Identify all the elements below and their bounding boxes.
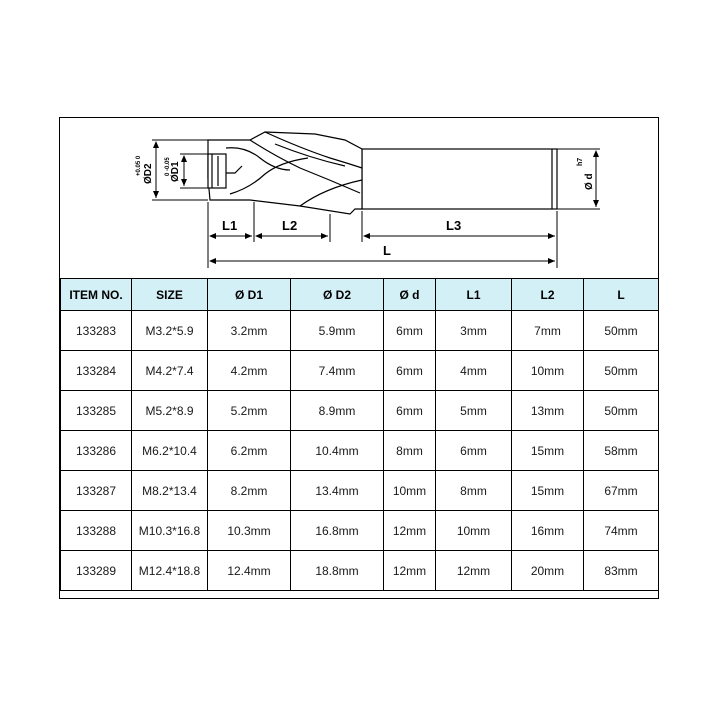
table-row (61, 351, 659, 391)
cell-l1: 4mm (436, 351, 512, 391)
cell-l1: 5mm (436, 391, 512, 431)
cell-d2: 13.4mm (291, 471, 384, 511)
cell-size: M10.3*16.8 (132, 511, 208, 551)
cell-l1: 10mm (436, 511, 512, 551)
table-header-row (61, 279, 659, 311)
cell-d: 6mm (384, 311, 436, 351)
cell-l2: 10mm (512, 351, 584, 391)
cell-d1: 12.4mm (208, 551, 291, 591)
cell-l2: 16mm (512, 511, 584, 551)
cell-l: 67mm (584, 471, 659, 511)
cell-d2: 10.4mm (291, 431, 384, 471)
cell-d1: 4.2mm (208, 351, 291, 391)
cell-item-no: 133288 (61, 511, 132, 551)
table-row (61, 391, 659, 431)
table-row (61, 471, 659, 511)
cell-d2: 16.8mm (291, 511, 384, 551)
cell-item-no: 133283 (61, 311, 132, 351)
cell-d2: 7.4mm (291, 351, 384, 391)
spec-table (60, 278, 659, 591)
cell-d2: 18.8mm (291, 551, 384, 591)
header-d: Ø d (384, 279, 436, 311)
cell-item-no: 133289 (61, 551, 132, 591)
table-row (61, 431, 659, 471)
cell-d: 8mm (384, 431, 436, 471)
cell-l: 50mm (584, 311, 659, 351)
table-row (61, 511, 659, 551)
table-row (61, 551, 659, 591)
header-d2: Ø D2 (291, 279, 384, 311)
cell-l2: 7mm (512, 311, 584, 351)
cell-l1: 6mm (436, 431, 512, 471)
cell-d: 6mm (384, 391, 436, 431)
cell-size: M4.2*7.4 (132, 351, 208, 391)
cell-l1: 12mm (436, 551, 512, 591)
cell-l2: 20mm (512, 551, 584, 591)
cell-d1: 3.2mm (208, 311, 291, 351)
d1-tolerance: 0 -0.05 (165, 157, 171, 176)
l2-label: L2 (282, 218, 298, 233)
cell-item-no: 133284 (61, 351, 132, 391)
cell-d1: 8.2mm (208, 471, 291, 511)
cell-size: M5.2*8.9 (132, 391, 208, 431)
d-tolerance: h7 (577, 157, 584, 166)
header-d1: Ø D1 (208, 279, 291, 311)
cell-size: M12.4*18.8 (132, 551, 208, 591)
cell-size: M8.2*13.4 (132, 471, 208, 511)
cell-l: 74mm (584, 511, 659, 551)
cell-size: M3.2*5.9 (132, 311, 208, 351)
cell-item-no: 133285 (61, 391, 132, 431)
header-item-no: ITEM NO. (61, 279, 132, 311)
d2-label: ØD2 (143, 163, 154, 184)
d2-tolerance: +0.05 0 (136, 155, 142, 176)
cell-item-no: 133287 (61, 471, 132, 511)
cell-l: 58mm (584, 431, 659, 471)
header-l2: L2 (512, 279, 584, 311)
cell-d: 12mm (384, 551, 436, 591)
header-size: SIZE (132, 279, 208, 311)
cell-d1: 5.2mm (208, 391, 291, 431)
spec-sheet-frame (59, 117, 659, 599)
cell-l: 83mm (584, 551, 659, 591)
table-row (61, 311, 659, 351)
cell-item-no: 133286 (61, 431, 132, 471)
l3-label: L3 (446, 218, 462, 233)
d-label: Ø d (584, 173, 595, 190)
tool-drawing (60, 118, 658, 278)
cell-d1: 10.3mm (208, 511, 291, 551)
cell-l2: 13mm (512, 391, 584, 431)
l1-label: L1 (222, 218, 238, 233)
cell-l1: 3mm (436, 311, 512, 351)
tool-body (208, 132, 557, 214)
cell-d: 6mm (384, 351, 436, 391)
cell-l2: 15mm (512, 431, 584, 471)
cell-l1: 8mm (436, 471, 512, 511)
cell-d2: 8.9mm (291, 391, 384, 431)
cell-size: M6.2*10.4 (132, 431, 208, 471)
cell-d: 12mm (384, 511, 436, 551)
cell-l: 50mm (584, 391, 659, 431)
header-l: L (584, 279, 659, 311)
cell-d1: 6.2mm (208, 431, 291, 471)
cell-d: 10mm (384, 471, 436, 511)
cell-d2: 5.9mm (291, 311, 384, 351)
d1-label: ØD1 (170, 161, 181, 182)
cell-l2: 15mm (512, 471, 584, 511)
cell-l: 50mm (584, 351, 659, 391)
l-label: L (383, 243, 391, 258)
header-l1: L1 (436, 279, 512, 311)
